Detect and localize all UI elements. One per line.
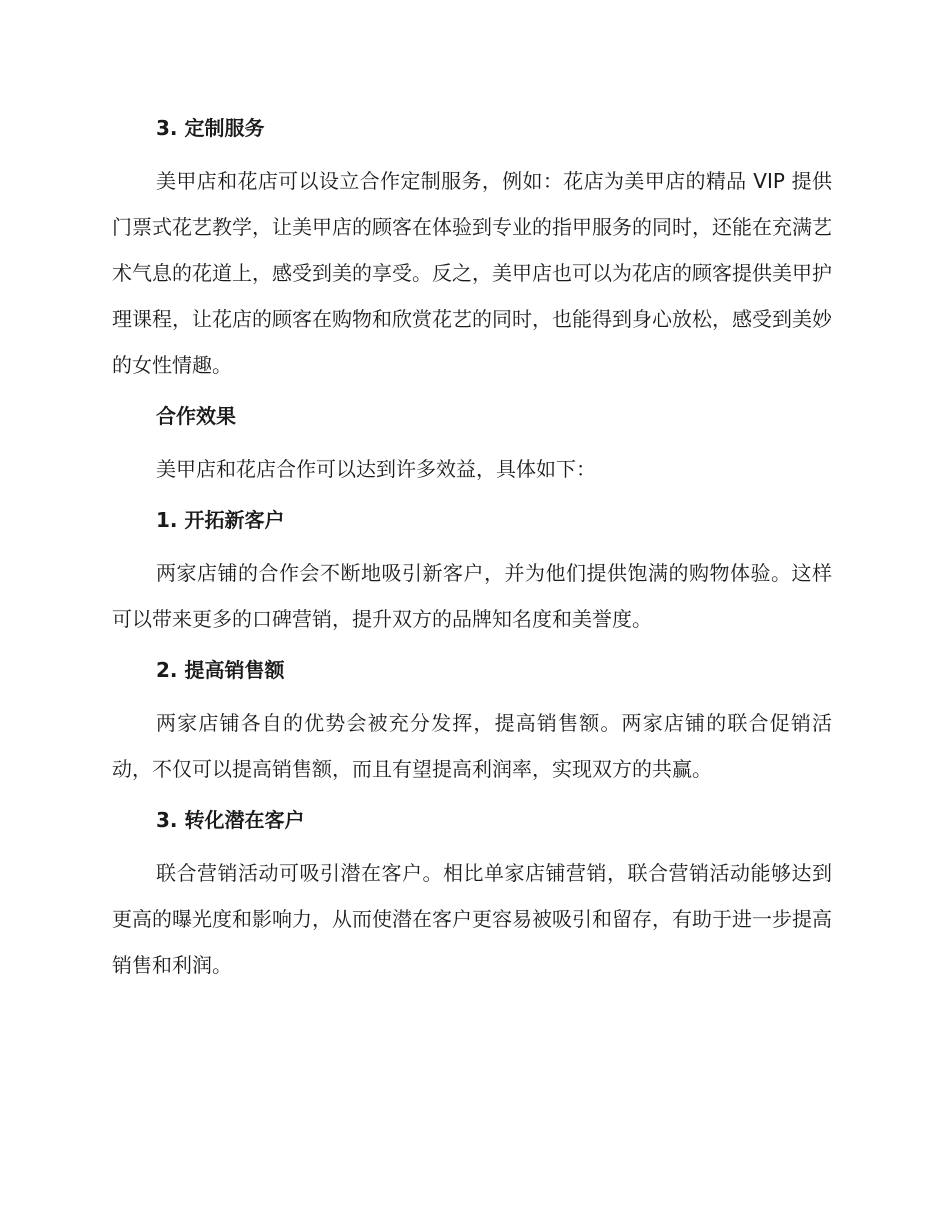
document-page	[112, 112, 832, 1000]
section-heading-cooperation-effect: 合作效果	[156, 404, 236, 428]
section-heading-custom-service: 3. 定制服务	[156, 116, 265, 140]
paragraph-potential-customers: 联合营销活动可吸引潜在客户。相比单家店铺营销，联合营销活动能够达到更高的曝光度和影响力，从而使潜在客户更容易被吸引和留存，有助于进一步提高销售和利润。	[112, 861, 832, 977]
section-heading-potential-customers: 3. 转化潜在客户	[156, 808, 305, 832]
paragraph-new-customers: 两家店铺的合作会不断地吸引新客户，并为他们提供饱满的购物体验。这样可以带来更多的口碑营销，提升双方的品牌知名度和美誉度。	[112, 561, 832, 631]
section-heading-new-customers: 1. 开拓新客户	[156, 508, 285, 532]
paragraph-custom-service: 美甲店和花店可以设立合作定制服务，例如：花店为美甲店的精品 VIP 提供门票式花艺教学，让美甲店的顾客在体验到专业的指甲服务的同时，还能在充满艺术气息的花道上，感受到美的享受。反之，美甲店也可以为花店的顾客提供美甲护理课程，让花店的顾客在购物和欣赏花艺的同时，也能得到身心放松，感受到美妙的女性情趣。	[112, 169, 832, 377]
section-heading-sales: 2. 提高销售额	[156, 658, 285, 682]
paragraph-cooperation-effect: 美甲店和花店合作可以达到许多效益，具体如下：	[156, 457, 596, 481]
paragraph-sales: 两家店铺各自的优势会被充分发挥，提高销售额。两家店铺的联合促销活动，不仅可以提高销售额，而且有望提高利润率，实现双方的共赢。	[112, 711, 832, 781]
